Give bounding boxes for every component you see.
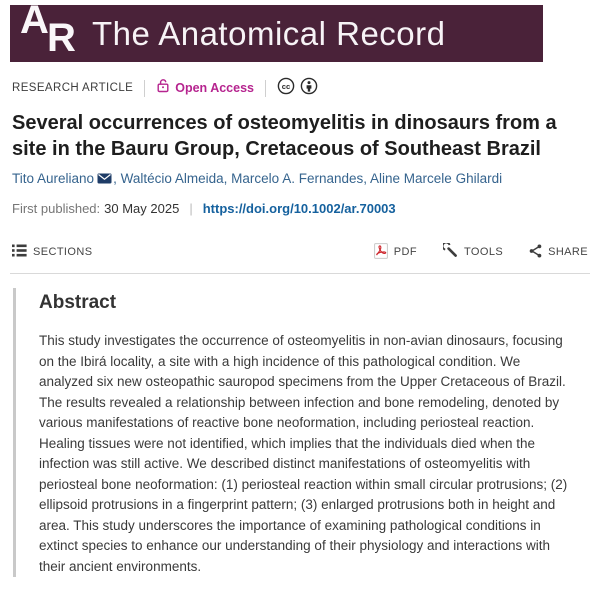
abstract-text: This study investigates the occurrence of osteomyelitis in non-avian dinosaurs, focusing on the Ibirá locality, a site with a high incidence of this pathological condition. We analyzed six new osteopathic sauropod specimens from the Upper Cretaceous of Brazil. The results revealed a relationship between infection and bone remodeling, denoted by various manifestations of reactive bone neoformation, including periosteal reaction. Healing tissues were not identified, which implies that the individuals died when the infection was still active. We described distinct manifestations of osteomyelitis with periosteal bone neoformation: (1) periosteal reaction within small circular protrusions; (2) ellipsoid protrusions in a fingerprint pattern; (3) enlarged protrusions both in height and area. This study underscores the importance of examining pathological conditions in extinct species to enhance our understanding of their physiology and interactions with their ancient environments. xyxy=(39,333,568,574)
open-access-label: Open Access xyxy=(175,81,254,95)
journal-title: The Anatomical Record xyxy=(92,14,446,52)
open-lock-icon xyxy=(156,78,170,98)
email-icon[interactable] xyxy=(97,172,112,187)
pdf-label: PDF xyxy=(393,246,417,258)
toolbar-actions xyxy=(374,243,588,262)
separator xyxy=(144,80,145,97)
journal-banner xyxy=(10,0,543,62)
license-icons[interactable] xyxy=(277,77,318,100)
abstract-section xyxy=(13,288,580,577)
tools-label: TOOLS xyxy=(464,246,504,258)
article-type-label: RESEARCH ARTICLE xyxy=(12,82,134,94)
author-separator: , xyxy=(113,171,117,186)
share-button[interactable] xyxy=(529,244,588,261)
separator: | xyxy=(189,201,193,216)
pdf-file-icon xyxy=(374,243,388,262)
doi-link[interactable]: https://doi.org/10.1002/ar.70003 xyxy=(202,201,396,216)
tools-button[interactable] xyxy=(443,243,503,261)
logo-letter-r: R xyxy=(47,16,76,60)
first-published-label: First published: xyxy=(12,201,101,216)
abstract-heading: Abstract xyxy=(39,292,117,313)
cc-by-attribution-icon xyxy=(300,77,318,100)
wrench-icon xyxy=(443,243,458,261)
cc-icon xyxy=(277,77,295,100)
author-list xyxy=(12,171,578,187)
first-published-date: 30 May 2025 xyxy=(104,201,180,216)
sections-button[interactable] xyxy=(12,244,92,260)
article-meta-row xyxy=(12,78,318,98)
publication-info xyxy=(12,201,396,216)
author-link[interactable]: Tito Aureliano xyxy=(12,171,95,186)
journal-logo[interactable] xyxy=(10,0,92,62)
pdf-button[interactable] xyxy=(374,243,417,262)
article-toolbar xyxy=(12,241,588,263)
sections-label: SECTIONS xyxy=(33,246,93,258)
horizontal-divider xyxy=(10,273,590,274)
article-title: Several occurrences of osteomyelitis in dinosaurs from a site in the Bauru Group, Cretaceous of Southeast Brazil xyxy=(12,112,557,160)
open-access-badge[interactable] xyxy=(156,78,254,98)
sections-list-icon xyxy=(12,244,27,260)
author-link[interactable]: Aline Marcele Ghilardi xyxy=(370,171,503,186)
svg-text:cc: cc xyxy=(281,81,291,91)
share-label: SHARE xyxy=(548,246,588,258)
author-link[interactable]: Waltécio Almeida xyxy=(120,171,224,186)
author-separator: , xyxy=(223,171,228,186)
share-icon xyxy=(529,244,542,261)
author-separator: , xyxy=(363,171,368,186)
separator xyxy=(265,80,266,97)
author-link[interactable]: Marcelo A. Fernandes xyxy=(231,171,364,186)
logo-letter-a: A xyxy=(20,0,49,42)
